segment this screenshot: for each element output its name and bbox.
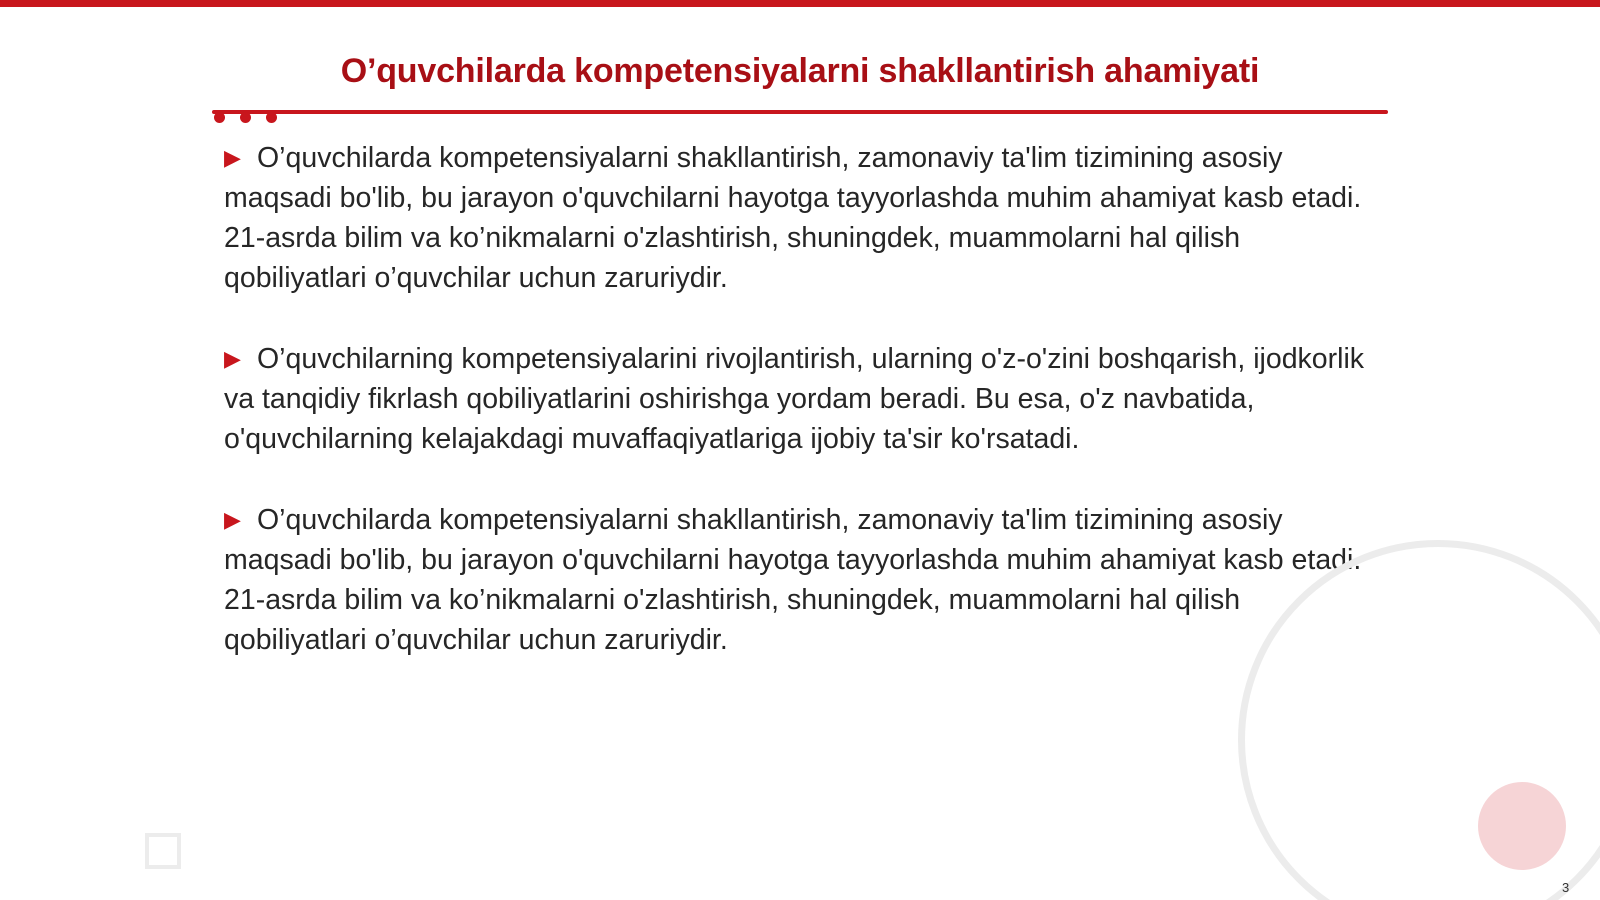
paragraph-text: O’quvchilarning kompetensiyalarini rivojlantirish, ularning o'z-o'zini boshqarish, ijodkorlik va tanqidiy fikrlash qobiliyatlarini oshirishga yordam beradi. Bu esa, o'z navbatida, o'quvchilarning kelajakdagi muvaffaqiyatlariga ijobiy ta'sir ko'rsatadi.: [224, 343, 1365, 455]
underline-dot: [240, 112, 251, 123]
top-accent-bar: [0, 0, 1600, 7]
decorative-square: [145, 833, 181, 869]
decorative-circle: [1478, 782, 1566, 870]
page-number: 3: [1562, 880, 1570, 895]
paragraph-text: O’quvchilarda kompetensiyalarni shakllantirish, zamonaviy ta'lim tizimining asosiy maqsadi bo'lib, bu jarayon o'quvchilarni hayotga tayyorlashda muhim ahamiyat kasb etadi. 21-asrda bilim va ko’nikmalarni o'zlashtirish, shuningdek, muammolarni hal qilish qobiliyatlari o’quvchilar uchun zaruriydir.: [224, 142, 1362, 294]
bullet-paragraph: [224, 500, 1374, 660]
underline-dot: [214, 112, 225, 123]
bullet-arrow-icon: ▶: [224, 346, 241, 371]
bullet-arrow-icon: ▶: [224, 507, 241, 532]
bullet-paragraph: [224, 138, 1374, 298]
bullet-list: [224, 138, 1374, 701]
bullet-paragraph: [224, 339, 1374, 459]
paragraph-text: O’quvchilarda kompetensiyalarni shakllantirish, zamonaviy ta'lim tizimining asosiy maqsadi bo'lib, bu jarayon o'quvchilarni hayotga tayyorlashda muhim ahamiyat kasb etadi. 21-asrda bilim va ko’nikmalarni o'zlashtirish, shuningdek, muammolarni hal qilish qobiliyatlari o’quvchilar uchun zaruriydir.: [224, 504, 1362, 656]
title-underline: [212, 110, 1388, 114]
bullet-arrow-icon: ▶: [224, 145, 241, 170]
slide-title: O’quvchilarda kompetensiyalarni shakllantirish ahamiyati: [340, 52, 1260, 90]
underline-dot: [266, 112, 277, 123]
